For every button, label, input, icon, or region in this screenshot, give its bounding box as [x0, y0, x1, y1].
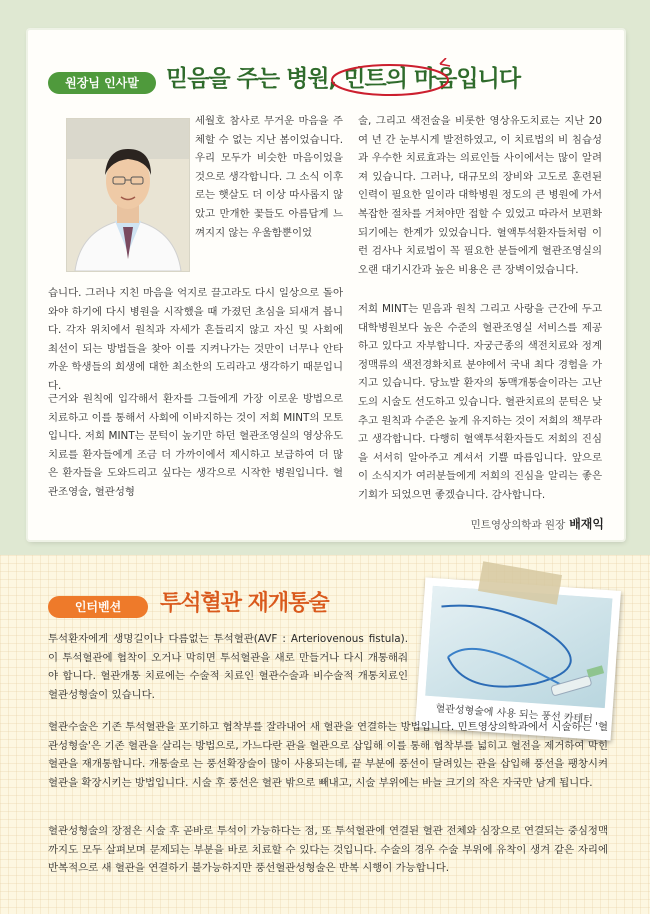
- intervention-text: 혈관성형술의 장점은 시술 후 곧바로 투석이 가능하다는 점, 또 투석혈관에 연결된 혈관 전체와 심장으로 연결되는 중심정맥까지도 모두 살펴보며 문제되는 부분을 바로 치료할 수 있다는 것입니다. 수술의 경우 수술 부위에 유착이 생겨 같은 자리에 반복적으로 새 혈관을 연결하기 불가능하지만 풍선혈관성형술은 반복 시행이 가능합니다.: [48, 825, 608, 875]
- greeting-tag: 원장님 인사말: [48, 72, 156, 94]
- greeting-paragraph-1-start: [195, 112, 343, 242]
- greeting-paragraph-3: [358, 112, 602, 279]
- greeting-paragraph-4: [358, 300, 602, 505]
- intervention-paragraph-3: [48, 822, 608, 878]
- catheter-caption: 혈관성형술에 사용 되는 풍선 카테터: [435, 703, 594, 726]
- intervention-text: 혈관수술은 기존 투석혈관을 포기하고 협착부를 잘라내어 새 혈관을 연결하는 방법입니다. 민트영상의학과에서 시술하는 '혈관성형술'은 기존 혈관을 살리는 방법으로, 가느다란 관을 혈관으로 삽입해 이를 통해 협착부를 넓히고 혈전을 제거하여 막힌 혈관을 재개통합니다. 개통술로 는 풍선확장술이 많이 사용되는데, 끝 부분에 풍선이 달려있는 관을 삽입해 풍선을 팽창시켜 혈관을 확장시키는 방법입니다. 시술 후 풍선은 혈관 밖으로 빼내고, 시술 부위에는 바늘 크기의 작은 자국만 남게 됩니다.: [48, 721, 608, 789]
- greeting-text: 습니다. 그러나 지친 마음을 억지로 끌고라도 다시 일상으로 돌아와야 하기에 다시 병원을 시작했을 때 가졌던 초심을 되새겨 봅니다. 각자 위치에서 원칙과 자세가 흔들리지 않고 자신 및 사회에 최선이 되는 방법들을 찾아 이를 지켜나가는 것만이 너무나 안타까운 학생들의 희생에 대한 최소한의 도리라고 생각하기 때문입니다.: [48, 287, 343, 392]
- catheter-photo-frame: [415, 577, 621, 740]
- greeting-text: 근거와 원칙에 입각해서 환자를 그들에게 가장 이로운 방법으로 치료하고 이를 통해서 사회에 이바지하는 것이 저희 MINT의 모토입니다. 저희 MINT는 문턱이 높기만 하던 혈관조영실의 영상유도치료를 환자들에게 조금 더 가까이에서 제시하고 보급하여 더 많은 환자들을 도와드리고 싶다는 생각으로 시작한 병원입니다. 혈관조영술, 혈관성형: [48, 393, 343, 498]
- signature-org: 민트영상의학과 원장: [470, 519, 566, 531]
- greeting-text: 저희 MINT는 믿음과 원칙 그리고 사랑을 근간에 두고 대학병원보다 높은 수준의 혈관조영실 서비스를 제공하고 있다고 자부합니다. 자궁근종의 색전치료와 정계정맥류의 색전경화치료 분야에서 국내 최다 경험을 가지고 있습니다. 당뇨발 환자의 동맥개통술이라는 고난도의 시술도 선도하고 있습니다. 혈관치료의 문턱은 낮추고 원칙과 수준은 높게 유지하는 것이 저희의 책무라고 생각합니다. 다행히 혈액투석환자들도 저희의 진심을 서서히 알아주고 계셔서 기쁠 따름입니다. 앞으로 이 소식지가 여러분들에게 저희의 진심을 알리는 좋은 기회가 되었으면 좋겠습니다. 감사합니다.: [358, 303, 602, 501]
- catheter-photo: [425, 586, 612, 708]
- signature: [400, 515, 604, 532]
- red-circle-highlight: [328, 58, 458, 98]
- greeting-paragraph-1-cont: [48, 284, 343, 396]
- greeting-text: 술, 그리고 색전술을 비롯한 영상유도치료는 지난 20여 년 간 눈부시게 발전하였고, 이 치료법의 비 침습성과 우수한 치료효과는 의료인들 사이에서는 많이 알려져 있습니다. 그러나, 대규모의 장비와 고도로 훈련된 인력이 필요한 일이라 대학병원 정도의 큰 병원에 가서 복잡한 절차를 거쳐야만 접할 수 있었고 따라서 보편화되기에는 한계가 있었습니다. 혈액투석환자들처럼 이런 검사나 치료법이 꼭 필요한 분들에게 혈관조영실의 오랜 대기시간과 높은 비용은 큰 장벽이었습니다.: [358, 115, 602, 276]
- director-photo: [66, 118, 190, 272]
- intervention-paragraph-2: [48, 718, 608, 792]
- greeting-paragraph-2: [48, 390, 343, 502]
- greeting-title: 믿음을 주는 병원, 민트의 마음입니다: [166, 66, 521, 92]
- intervention-paragraph-1: [48, 630, 408, 704]
- intervention-title: 투석혈관 재개통술: [160, 591, 329, 616]
- intervention-tag: 인터벤션: [48, 596, 148, 618]
- greeting-text: 세월호 참사로 무거운 마음을 주체할 수 없는 지난 봄이었습니다. 우리 모두가 비슷한 마음이었을 것으로 생각합니다. 그 소식 이후로는 햇살도 더 이상 따사롭지 않았고 만개한 꽃들도 아름답게 느껴지지 않는 우울함뿐이었: [195, 115, 343, 239]
- signature-name: 배재익: [569, 517, 604, 531]
- intervention-text: 투석환자에게 생명길이나 다름없는 투석혈관(AVF : Arteriovenous fistula). 이 투석혈관에 협착이 오거나 막히면 투석혈관을 새로 만들거나 다시 개통해줘야 합니다. 혈관개통 치료에는 수술적 치료인 혈관수술과 비수술적 개통치료인 혈관성형술이 있습니다.: [48, 633, 408, 701]
